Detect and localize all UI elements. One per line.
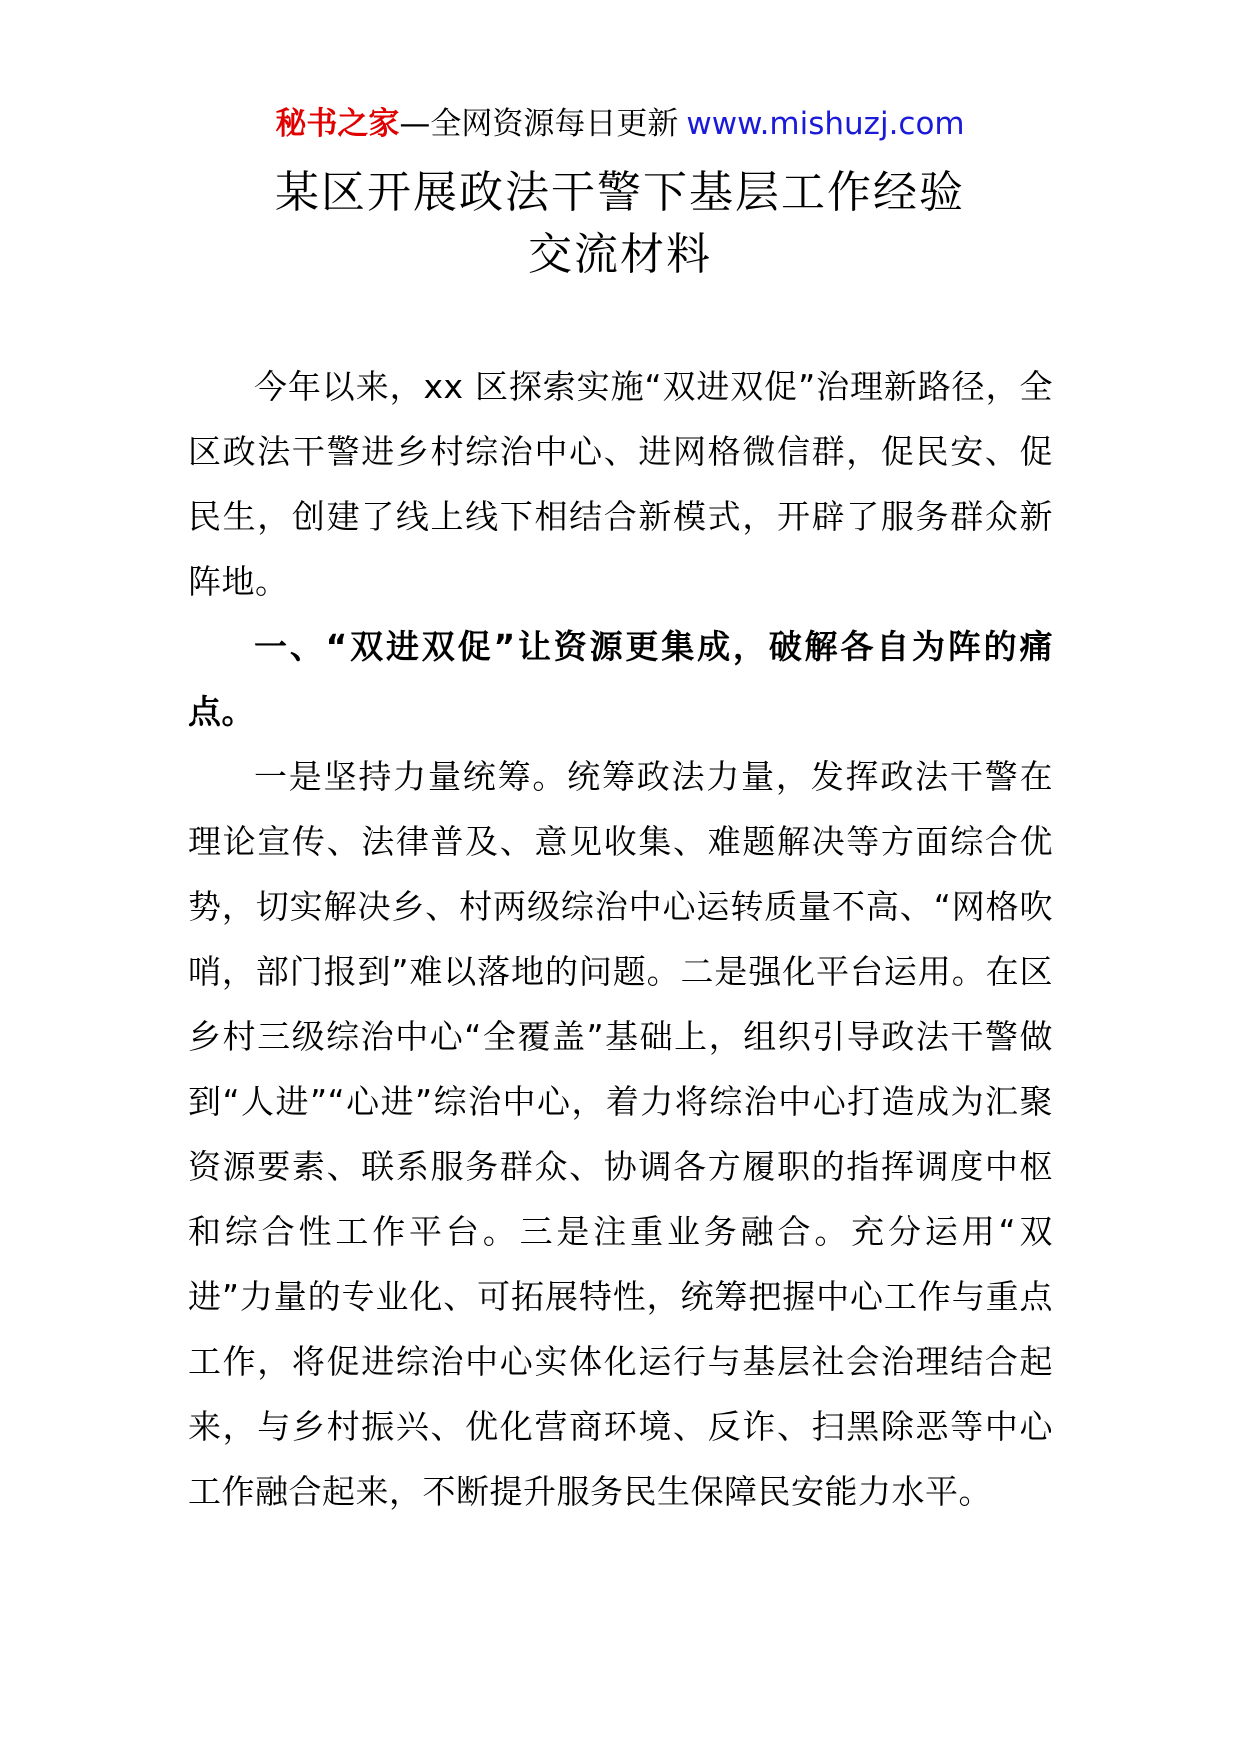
section-heading-1: 一、“双进双促”让资源更集成，破解各自为阵的痛点。 bbox=[188, 627, 1053, 731]
document-title bbox=[0, 162, 1240, 286]
intro-paragraph: 今年以来，xx 区探索实施“双进双促”治理新路径，全区政法干警进乡村综治中心、进网格微信群，促民安、促民生，创建了线上线下相结合新模式，开辟了服务群众新阵地。 bbox=[188, 367, 1053, 601]
title-line-1: 某区开展政法干警下基层工作经验 bbox=[275, 167, 965, 218]
brand-name: 秘书之家 bbox=[275, 106, 400, 142]
title-line-2: 交流材料 bbox=[528, 229, 712, 280]
header-tagline: —全网资源每日更新 bbox=[399, 106, 679, 142]
document-body bbox=[188, 354, 1053, 1524]
site-url-link[interactable]: www.mishuzj.com bbox=[686, 106, 965, 142]
site-header bbox=[0, 102, 1240, 146]
section-1-paragraph: 一是坚持力量统筹。统筹政法力量，发挥政法干警在理论宣传、法律普及、意见收集、难题解决等方面综合优势，切实解决乡、村两级综治中心运转质量不高、“网格吹哨，部门报到”难以落地的问题。二是强化平台运用。在区乡村三级综治中心“全覆盖”基础上，组织引导政法干警做到“人进”“心进”综治中心，着力将综治中心打造成为汇聚资源要素、联系服务群众、协调各方履职的指挥调度中枢和综合性工作平台。三是注重业务融合。充分运用“双进”力量的专业化、可拓展特性，统筹把握中心工作与重点工作，将促进综治中心实体化运行与基层社会治理结合起来，与乡村振兴、优化营商环境、反诈、扫黑除恶等中心工作融合起来，不断提升服务民生保障民安能力水平。 bbox=[188, 757, 1053, 1511]
